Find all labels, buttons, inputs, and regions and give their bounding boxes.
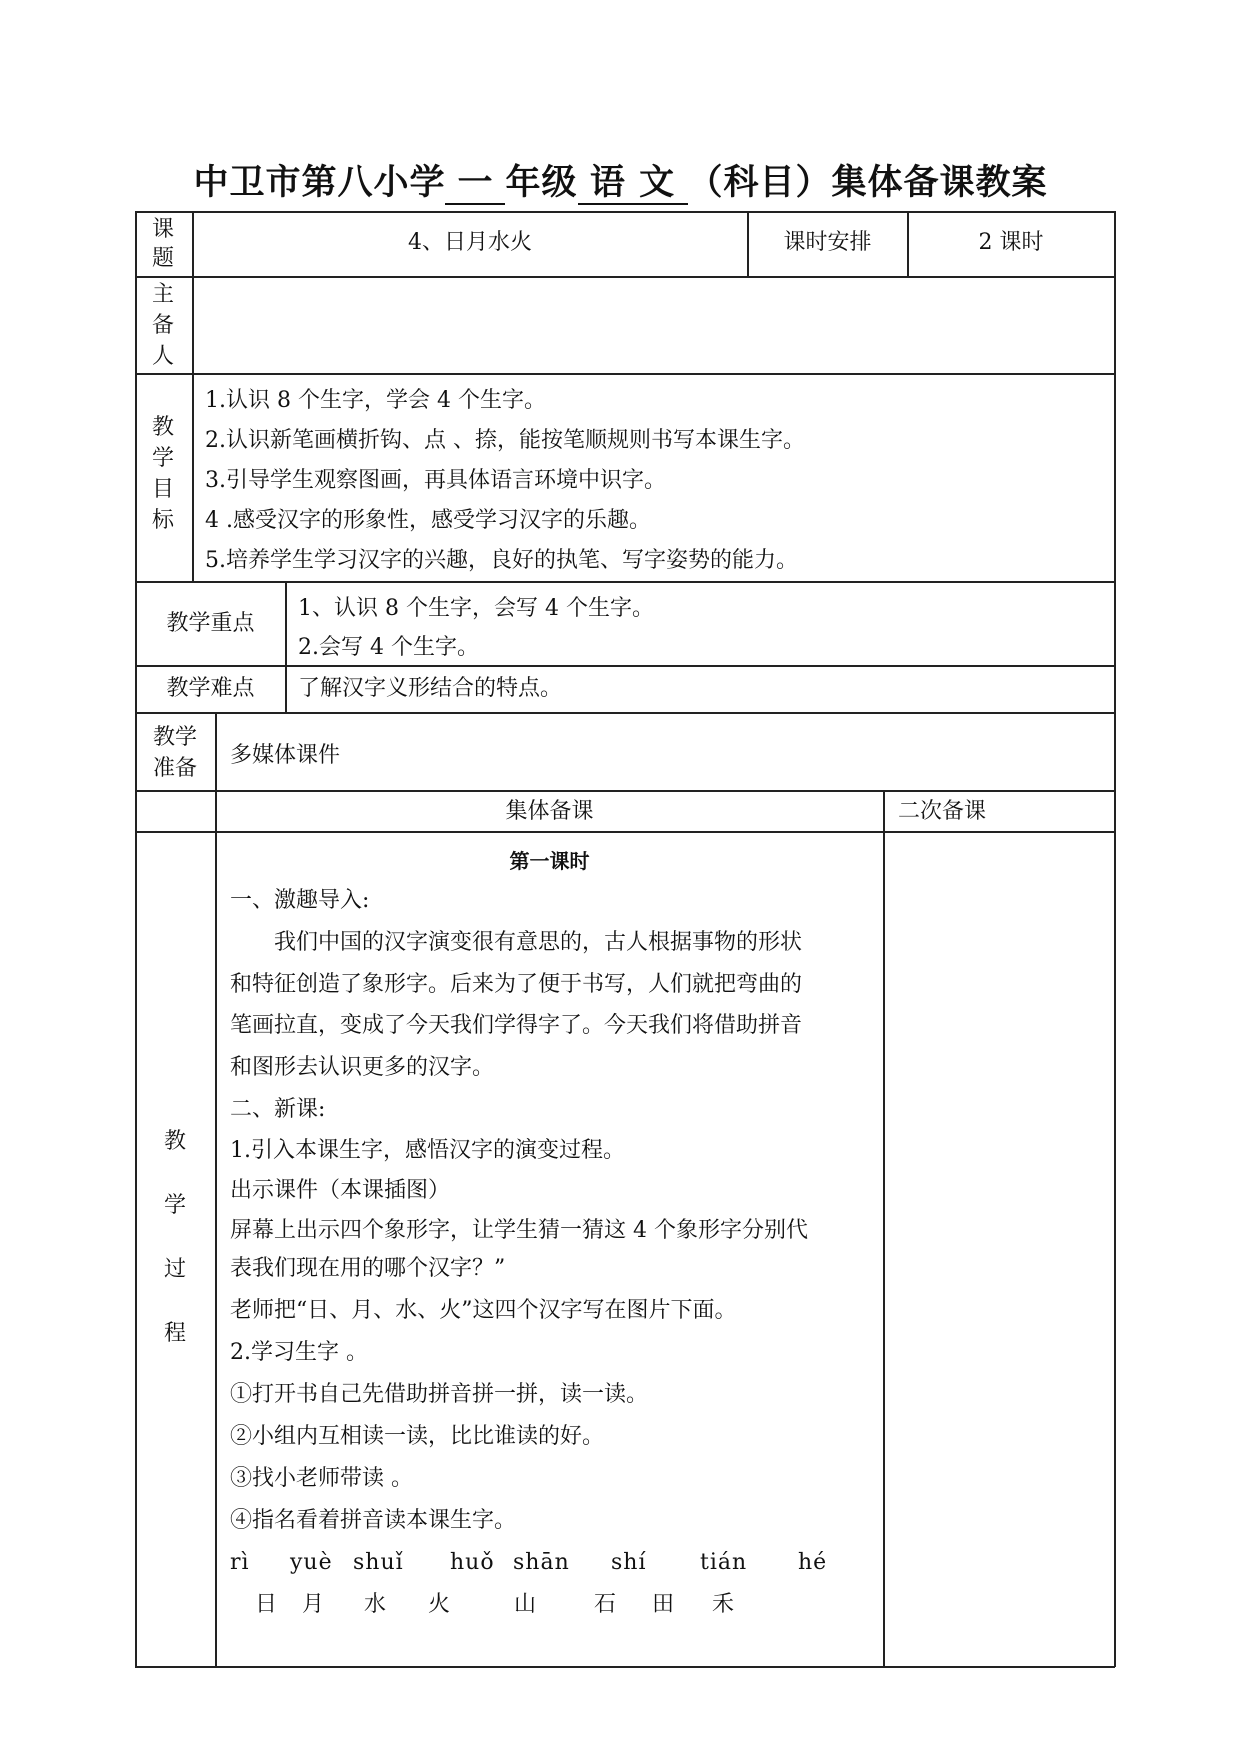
secondary-prep-header: 二次备课 <box>898 799 987 824</box>
character: 月 <box>302 1592 325 1617</box>
collective-prep-header: 集体备课 <box>505 799 594 824</box>
subject-value: 语 文 <box>578 163 688 205</box>
goal-item: 4 .感受汉字的形象性，感受学习汉字的乐趣。 <box>205 508 651 533</box>
character: 田 <box>652 1592 675 1617</box>
preparation-label: 教学 准备 <box>152 725 197 781</box>
goals-label: 教 学 目 标 <box>151 415 174 533</box>
document-title <box>0 155 1241 205</box>
difficulty-value: 了解汉字义形结合的特点。 <box>298 676 563 701</box>
goal-item: 1.认识 8 个生字，学会 4 个生字。 <box>205 388 546 413</box>
pinyin: rì <box>230 1550 250 1575</box>
title-suffix: （科目）集体备课教案 <box>687 162 1048 203</box>
process-line: 和特征创造了象形字。后来为了便于书写，人们就把弯曲的 <box>230 972 803 997</box>
grade-suffix: 年级 <box>505 162 578 203</box>
process-line: 屏幕上出示四个象形字，让学生猜一猜这 4 个象形字分别代 <box>230 1218 808 1243</box>
character: 禾 <box>712 1592 735 1617</box>
process-line: ②小组内互相读一读，比比谁读的好。 <box>230 1424 605 1449</box>
process-label: 教 学 过 程 <box>163 1129 186 1346</box>
pinyin: shān <box>513 1550 570 1575</box>
process-line: ④指名看着拼音读本课生字。 <box>230 1508 517 1533</box>
process-line: 和图形去认识更多的汉字。 <box>230 1055 495 1080</box>
preparer-label: 主 备 人 <box>151 282 174 369</box>
topic-label: 课 题 <box>151 217 174 271</box>
process-line: ③找小老师带读 。 <box>230 1466 413 1491</box>
process-line: 1.引入本课生字，感悟汉字的演变过程。 <box>230 1138 625 1163</box>
process-line: 一、激趣导入: <box>230 888 370 913</box>
process-line: 笔画拉直，变成了今天我们学得字了。今天我们将借助拼音 <box>230 1013 803 1038</box>
character: 火 <box>428 1592 451 1617</box>
process-line: 2.学习生字 。 <box>230 1340 368 1365</box>
goal-item: 3.引导学生观察图画，再具体语言环境中识字。 <box>205 468 666 493</box>
difficulty-label: 教学难点 <box>166 676 255 701</box>
lesson-heading: 第一课时 <box>509 849 590 873</box>
key-points-label: 教学重点 <box>166 611 255 636</box>
character: 石 <box>594 1592 617 1617</box>
pinyin: shuǐ <box>353 1550 404 1575</box>
process-line: 我们中国的汉字演变很有意思的，古人根据事物的形状 <box>230 930 803 955</box>
key-point-item: 2.会写 4 个生字。 <box>298 635 479 660</box>
schedule-label: 课时安排 <box>783 230 872 255</box>
pinyin: hé <box>798 1550 828 1575</box>
school-name: 中卫市第八小学 <box>193 162 446 203</box>
schedule-value: 2 课时 <box>978 230 1044 255</box>
character: 山 <box>514 1592 537 1617</box>
process-line: 出示课件（本课插图） <box>230 1178 451 1203</box>
goal-item: 2.认识新笔画横折钩、点 、捺，能按笔顺规则书写本课生字。 <box>205 428 805 453</box>
grade-value: 一 <box>445 163 505 205</box>
pinyin: yuè <box>290 1550 333 1575</box>
topic-value: 4、日月水火 <box>408 230 532 255</box>
goal-item: 5.培养学生学习汉字的兴趣，良好的执笔、写字姿势的能力。 <box>205 548 798 573</box>
preparation-value: 多媒体课件 <box>230 743 341 768</box>
pinyin: tián <box>700 1550 748 1575</box>
key-point-item: 1、认识 8 个生字，会写 4 个生字。 <box>298 596 654 621</box>
process-line: ①打开书自己先借助拼音拼一拼，读一读。 <box>230 1382 649 1407</box>
pinyin: shí <box>611 1550 647 1575</box>
character: 日 <box>255 1592 278 1617</box>
process-line: 表我们现在用的哪个汉字？” <box>230 1256 506 1281</box>
pinyin: huǒ <box>450 1550 495 1575</box>
character: 水 <box>364 1592 387 1617</box>
process-line: 二、新课: <box>230 1097 326 1122</box>
process-line: 老师把“日、月、水、火”这四个汉字写在图片下面。 <box>230 1298 737 1323</box>
